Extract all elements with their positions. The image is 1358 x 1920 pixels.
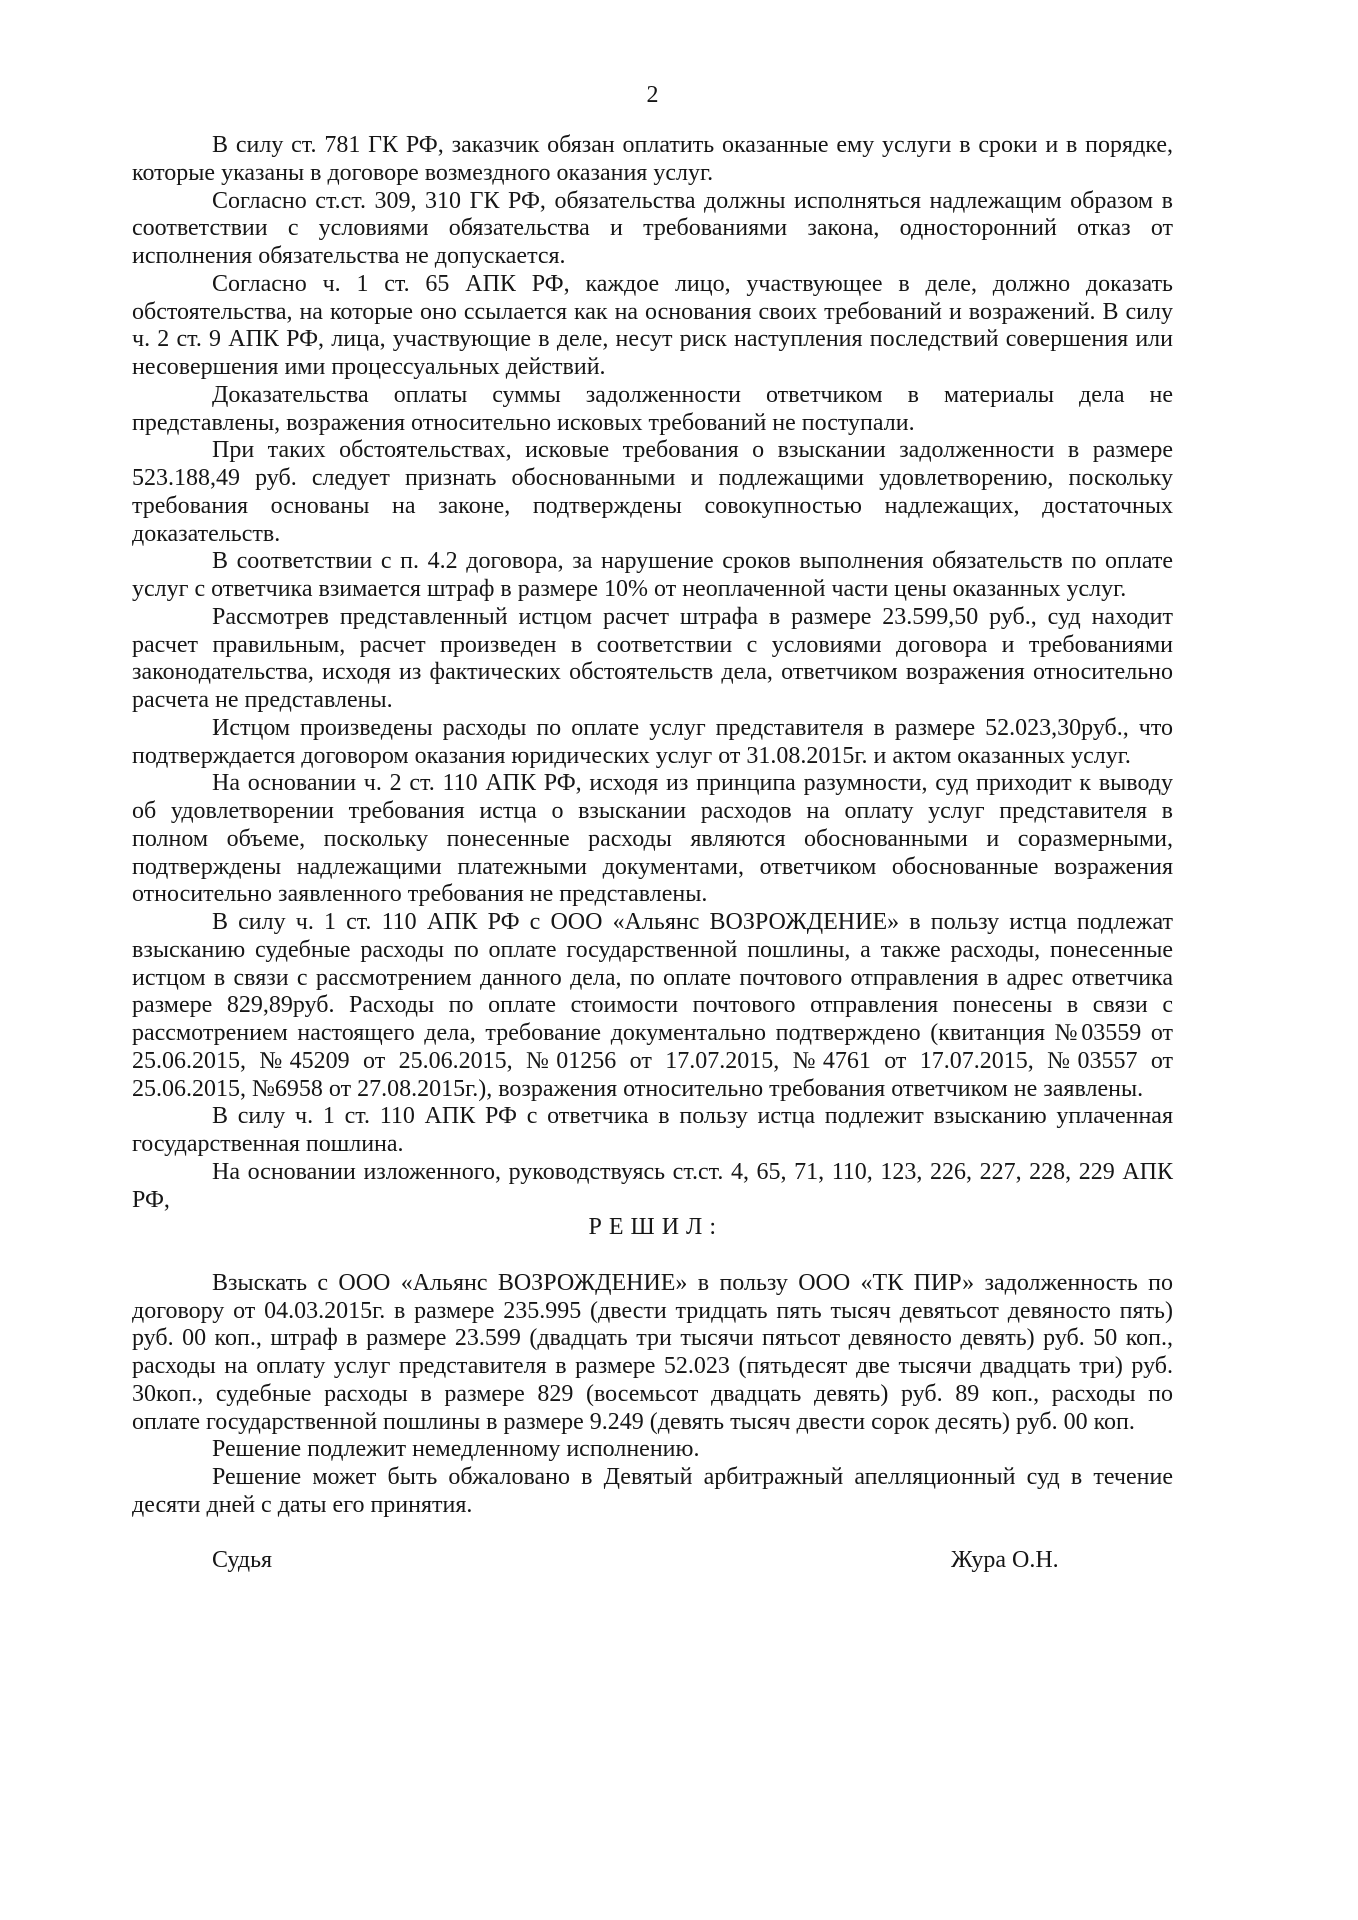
text-line: На основании изложенного, руководствуясь ст.ст. 4, 65, 71, 110, 123, 226, 227, 228, 229 АПК — [212, 1158, 1173, 1185]
text-line: Согласно ст.ст. 309, 310 ГК РФ, обязательства должны исполняться надлежащим образом в — [212, 187, 1173, 214]
text-line: В силу ч. 1 ст. 110 АПК РФ с ответчика в пользу истца подлежит взысканию уплаченная — [212, 1103, 1173, 1130]
page-number: 2 — [646, 82, 659, 108]
text-line: 30коп., судебные расходы в размере 829 (восемьсот двадцать девять) руб. 89 коп., расходы по — [132, 1380, 1173, 1407]
text-line: государственная пошлина. — [132, 1131, 404, 1157]
text-line: расходы на оплату услуг представителя в размере 52.023 (пятьдесят две тысячи двадцать три) руб. — [132, 1353, 1173, 1379]
text-line: обстоятельства, на которые оно ссылается как на основания своих требований и возражений. В силу — [132, 298, 1173, 325]
text-line: услуг с ответчика взимается штраф в размере 10% от неоплаченной части цены оказанных услуг. — [132, 576, 1127, 602]
paragraph-state-duty — [132, 1103, 1173, 1159]
text-line: Решение может быть обжаловано в Девятый арбитражный апелляционный суд в течение — [212, 1464, 1173, 1490]
text-line: расчета не представлены. — [132, 687, 393, 713]
paragraph-representative-costs — [132, 715, 1173, 771]
text-line: взысканию судебные расходы по оплате государственной пошлины, а также расходы, понесенные — [132, 936, 1173, 963]
text-line: Истцом произведены расходы по оплате услуг представителя в размере 52.023,30руб., что — [212, 714, 1173, 741]
paragraph-penalty-calculation — [132, 604, 1173, 715]
judge-title: Судья — [212, 1547, 273, 1574]
text-line: 25.06.2015, №6958 от 27.08.2015г.), возражения относительно требования ответчиком не заявлены. — [132, 1075, 1144, 1102]
blank-line — [132, 1520, 1173, 1548]
text-line: оплате государственной пошлины в размере 9.249 (девять тысяч двести сорок десять) руб. 00 коп. — [132, 1408, 1135, 1435]
text-line: требования основаны на законе, подтверждены совокупностью надлежащих, достаточных — [132, 492, 1173, 519]
text-line: подтверждается договором оказания юридических услуг от 31.08.2015г. и актом оказанных услуг. — [132, 742, 1131, 769]
resolution-recovery — [132, 1270, 1173, 1437]
text-line: размере 829,89руб. Расходы по оплате стоимости почтового отправления понесены в связи с — [132, 992, 1173, 1019]
paragraph-art-309-310-gk — [132, 188, 1173, 271]
text-line: соответствии с условиями обязательства и требованиями закона, односторонний отказ от — [132, 215, 1173, 242]
text-line: договору от 04.03.2015г. в размере 235.995 (двести тридцать пять тысяч девятьсот девяносто пять) — [132, 1297, 1173, 1324]
text-line: В силу ст. 781 ГК РФ, заказчик обязан оплатить оказанные ему услуги в сроки и в порядке, — [212, 132, 1173, 158]
text-line: Решение подлежит немедленному исполнению. — [212, 1436, 700, 1463]
text-line: которые указаны в договоре возмездного оказания услуг. — [132, 159, 714, 186]
text-line: десяти дней с даты его принятия. — [132, 1491, 473, 1518]
text-line: На основании ч. 2 ст. 110 АПК РФ, исходя из принципа разумности, суд приходит к выводу — [212, 770, 1173, 797]
text-line: относительно заявленного требования не представлены. — [132, 881, 708, 908]
text-line: полном объеме, поскольку понесенные расходы являются обоснованными и соразмерными, — [132, 825, 1173, 852]
signature-block — [132, 1547, 1173, 1575]
resolution-immediate-execution — [132, 1436, 1173, 1464]
text-line: ч. 2 ст. 9 АПК РФ, лица, участвующие в деле, несут риск наступления последствий совершения или — [132, 326, 1173, 353]
text-line: В силу ч. 1 ст. 110 АПК РФ с ООО «Альянс ВОЗРОЖДЕНИЕ» в пользу истца подлежат — [212, 909, 1173, 935]
paragraph-reasonableness — [132, 770, 1173, 909]
text-line: представлены, возражения относительно исковых требований не поступали. — [132, 409, 915, 436]
paragraph-legal-basis — [132, 1159, 1173, 1215]
text-line: Согласно ч. 1 ст. 65 АПК РФ, каждое лицо, участвующее в деле, должно доказать — [212, 270, 1173, 297]
text-line: 523.188,49 руб. следует признать обоснованными и подлежащими удовлетворению, поскольку — [132, 465, 1173, 491]
paragraph-art-781-gk — [132, 132, 1173, 188]
text-line: Доказательства оплаты суммы задолженности ответчиком в материалы дела не — [212, 381, 1173, 408]
text-line: истцом в связи с рассмотрением данного дела, по оплате почтового отправления в адрес ответчика — [132, 964, 1173, 991]
text-line: руб. 00 коп., штраф в размере 23.599 (двадцать три тысячи пятьсот девяносто девять) руб. 50 коп., — [132, 1325, 1173, 1352]
text-line: Рассмотрев представленный истцом расчет штрафа в размере 23.599,50 руб., суд находит — [212, 603, 1173, 630]
paragraph-art-65-apk — [132, 271, 1173, 382]
text-line: подтверждены надлежащими платежными документами, ответчиком обоснованные возражения — [132, 853, 1173, 880]
text-line: исполнения обязательства не допускается. — [132, 243, 566, 269]
blank-line — [132, 1242, 1173, 1270]
decision-heading: Р Е Ш И Л : — [588, 1214, 717, 1241]
text-line: законодательства, исходя из фактических обстоятельств дела, ответчиком возражения относительно — [132, 659, 1173, 686]
paragraph-court-costs — [132, 909, 1173, 1103]
text-line: доказательств. — [132, 520, 281, 547]
text-line: 25.06.2015, №45209 от 25.06.2015, №01256 от 17.07.2015, №4761 от 17.07.2015, №03557 от — [132, 1047, 1173, 1074]
text-line: несовершения ими процессуальных действий. — [132, 354, 606, 380]
resolution-appeal — [132, 1464, 1173, 1520]
document-body — [132, 132, 1173, 1575]
text-line: расчет правильным, расчет произведен в соответствии с условиями договора и требованиями — [132, 631, 1173, 658]
paragraph-no-payment-evidence — [132, 382, 1173, 438]
text-line: РФ, — [132, 1186, 170, 1213]
text-line: Взыскать с ООО «Альянс ВОЗРОЖДЕНИЕ» в пользу ООО «ТК ПИР» задолженность по — [212, 1269, 1173, 1296]
text-line: В соответствии с п. 4.2 договора, за нарушение сроков выполнения обязательств по оплате — [212, 548, 1173, 575]
text-line: рассмотрением настоящего дела, требование документально подтверждено (квитанция №03559 от — [132, 1020, 1173, 1046]
text-line: При таких обстоятельствах, исковые требования о взыскании задолженности в размере — [212, 437, 1173, 464]
paragraph-debt-claim — [132, 437, 1173, 548]
paragraph-penalty-clause — [132, 548, 1173, 604]
judge-name: Жура О.Н. — [951, 1547, 1059, 1574]
text-line: об удовлетворении требования истца о взыскании расходов на оплату услуг представителя в — [132, 798, 1173, 824]
